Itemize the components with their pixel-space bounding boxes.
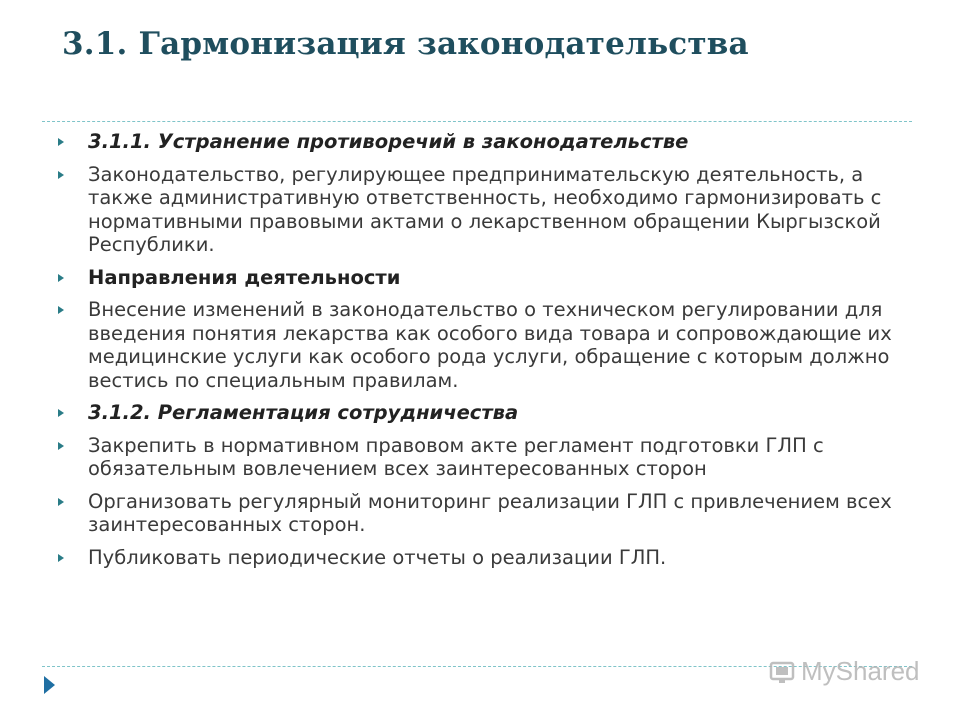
bullet-item: [56, 130, 896, 154]
bullet-item: [56, 266, 896, 290]
bullet-item: [56, 163, 896, 257]
bullet-text: Направления деятельности: [88, 265, 401, 289]
bullet-arrow-icon: [58, 138, 64, 146]
bullet-text: 3.1.2. Регламентация сотрудничества: [88, 401, 519, 424]
myshared-logo-icon: [768, 658, 796, 686]
bullet-arrow-icon: [58, 171, 64, 179]
bullet-arrow-icon: [58, 554, 64, 562]
bullet-text: Закрепить в нормативном правовом акте регламент подготовки ГЛП с обязательным вовлечением всех заинтересованных сторон: [88, 433, 824, 480]
bullet-arrow-icon: [58, 498, 64, 506]
bullet-arrow-icon: [58, 442, 64, 450]
top-divider: [42, 121, 912, 122]
bullet-arrow-icon: [58, 274, 64, 282]
bullet-item: [56, 298, 896, 392]
bullet-item: [56, 401, 896, 425]
bullet-item: [56, 546, 896, 570]
slide-title: 3.1. Гармонизация законодательства: [62, 26, 749, 62]
watermark-text: MyShared: [801, 656, 920, 686]
bullet-arrow-icon: [58, 409, 64, 417]
bullet-text: Законодательство, регулирующее предпринимательскую деятельность, а также административную ответственность, необходимо гармонизировать с нормативными правовыми актами о лекарственном обращении Кыргызской Республики.: [88, 162, 882, 256]
corner-arrow-icon: [44, 676, 55, 694]
bullet-text: 3.1.1. Устранение противоречий в законодательстве: [88, 130, 689, 153]
bullet-text: Публиковать периодические отчеты о реализации ГЛП.: [88, 545, 667, 569]
bullet-item: [56, 434, 896, 481]
bullet-text: Внесение изменений в законодательство о техническом регулировании для введения понятия лекарства как особого вида товара и сопровождающие их медицинские услуги как особого рода услуги, обращение с которым должно вестись по специальным правилам.: [88, 298, 892, 392]
watermark: [768, 656, 920, 687]
bullet-arrow-icon: [58, 306, 64, 314]
bullet-list: [56, 130, 896, 578]
bullet-text: Организовать регулярный мониторинг реализации ГЛП с привлечением всех заинтересованных сторон.: [88, 489, 892, 536]
bullet-item: [56, 490, 896, 537]
